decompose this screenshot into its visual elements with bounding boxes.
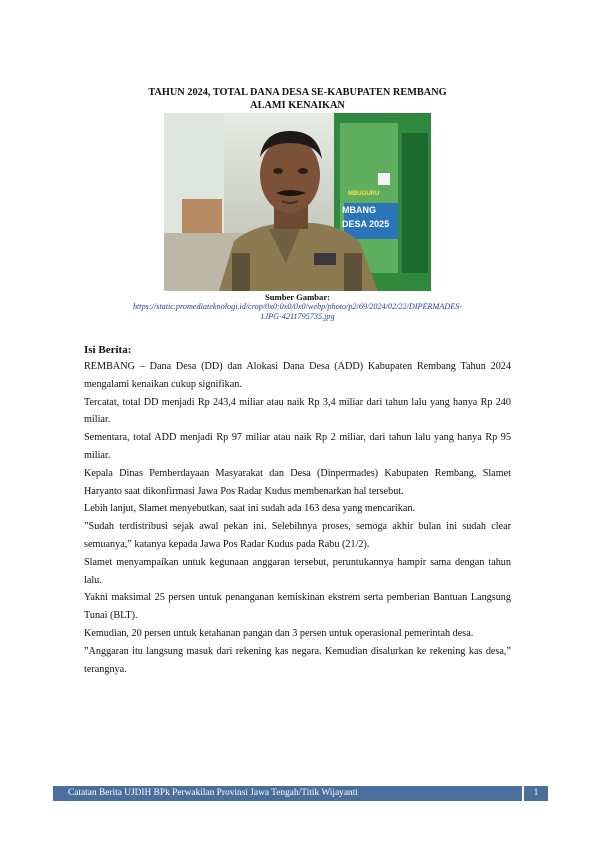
paragraph: Slamet menyampaikan untuk kegunaan anggaran tersebut, peruntukannya hampir sama dengan tahun lalu. bbox=[84, 556, 511, 586]
banner-top-text: MBUGURU bbox=[348, 191, 380, 197]
paragraph: REMBANG – Dana Desa (DD) dan Alokasi Dana Desa (ADD) Kabupaten Rembang Tahun 2024 mengalami kenaikan cukup signifikan. bbox=[84, 361, 511, 390]
image-source-url-line-1[interactable]: https://static.promediateknologi.id/crop/0x0:0x0/0x0/webp/photo/p2/69/2024/02/22/DIPERMADES- bbox=[132, 302, 463, 311]
title-line-1: TAHUN 2024, TOTAL DANA DESA SE-KABUPATEN REMBANG bbox=[148, 87, 447, 98]
paragraph: Kemudian, 20 persen untuk ketahanan pangan dan 3 persen untuk operasional pemerintah desa. bbox=[84, 627, 474, 639]
paragraph: Tercatat, total DD menjadi Rp 243,4 miliar atau naik Rp 3,4 miliar dari tahun lalu yang hanya Rp 240 miliar. bbox=[84, 396, 511, 426]
article-body bbox=[84, 358, 511, 678]
image-source-url[interactable] bbox=[90, 302, 505, 322]
paragraph: ”Sudah terdistribusi sejak awal pekan ini. Selebihnya proses, semoga akhir bulan ini sudah clear semuanya,” katanya kepada Jawa Pos Radar Kudus pada Rabu (21/2). bbox=[84, 521, 511, 550]
banner-line-1: MBANG bbox=[342, 205, 376, 215]
paragraph: Sementara, total ADD menjadi Rp 97 miliar atau naik Rp 2 miliar, dari tahun lalu yang hanya Rp 95 miliar. bbox=[84, 432, 511, 461]
article-photo bbox=[164, 113, 431, 291]
footer-text: Catatan Berita UJDIH BPk Perwakilan Provinsi Jawa Tengah/Titik Wijayanti bbox=[68, 788, 358, 798]
page-footer bbox=[53, 786, 548, 801]
image-source-label: Sumber Gambar: bbox=[264, 292, 330, 302]
paragraph: Yakni maksimal 25 persen untuk penanganan kemiskinan ekstrem serta pemberian Bantuan Langsung Tunai (BLT). bbox=[84, 592, 511, 622]
paragraph: Kepala Dinas Pemberdayaan Masyarakat dan Desa (Dinpermades) Kabupaten Rembang, Slamet Haryanto saat dikonfirmasi Jawa Pos Radar Kudus membenarkan hal tersebut. bbox=[84, 467, 511, 497]
portrait-photo-illustration bbox=[164, 113, 431, 291]
title-line-2: ALAMI KENAIKAN bbox=[250, 100, 345, 111]
page-number: 1 bbox=[522, 786, 548, 801]
paragraph: Lebih lanjut, Slamet menyebutkan, saat ini sudah ada 163 desa yang mencarikan. bbox=[84, 503, 415, 515]
banner-line-2: DESA 2025 bbox=[342, 219, 390, 229]
news-content-label: Isi Berita: bbox=[84, 344, 132, 356]
image-source-url-line-2[interactable]: 1JPG-4211795735.jpg bbox=[260, 312, 335, 321]
article-title bbox=[84, 86, 511, 112]
paragraph: ”Anggaran itu langsung masuk dari rekening kas negara. Kemudian disalurkan ke rekening kas desa,” terangnya. bbox=[84, 645, 511, 675]
